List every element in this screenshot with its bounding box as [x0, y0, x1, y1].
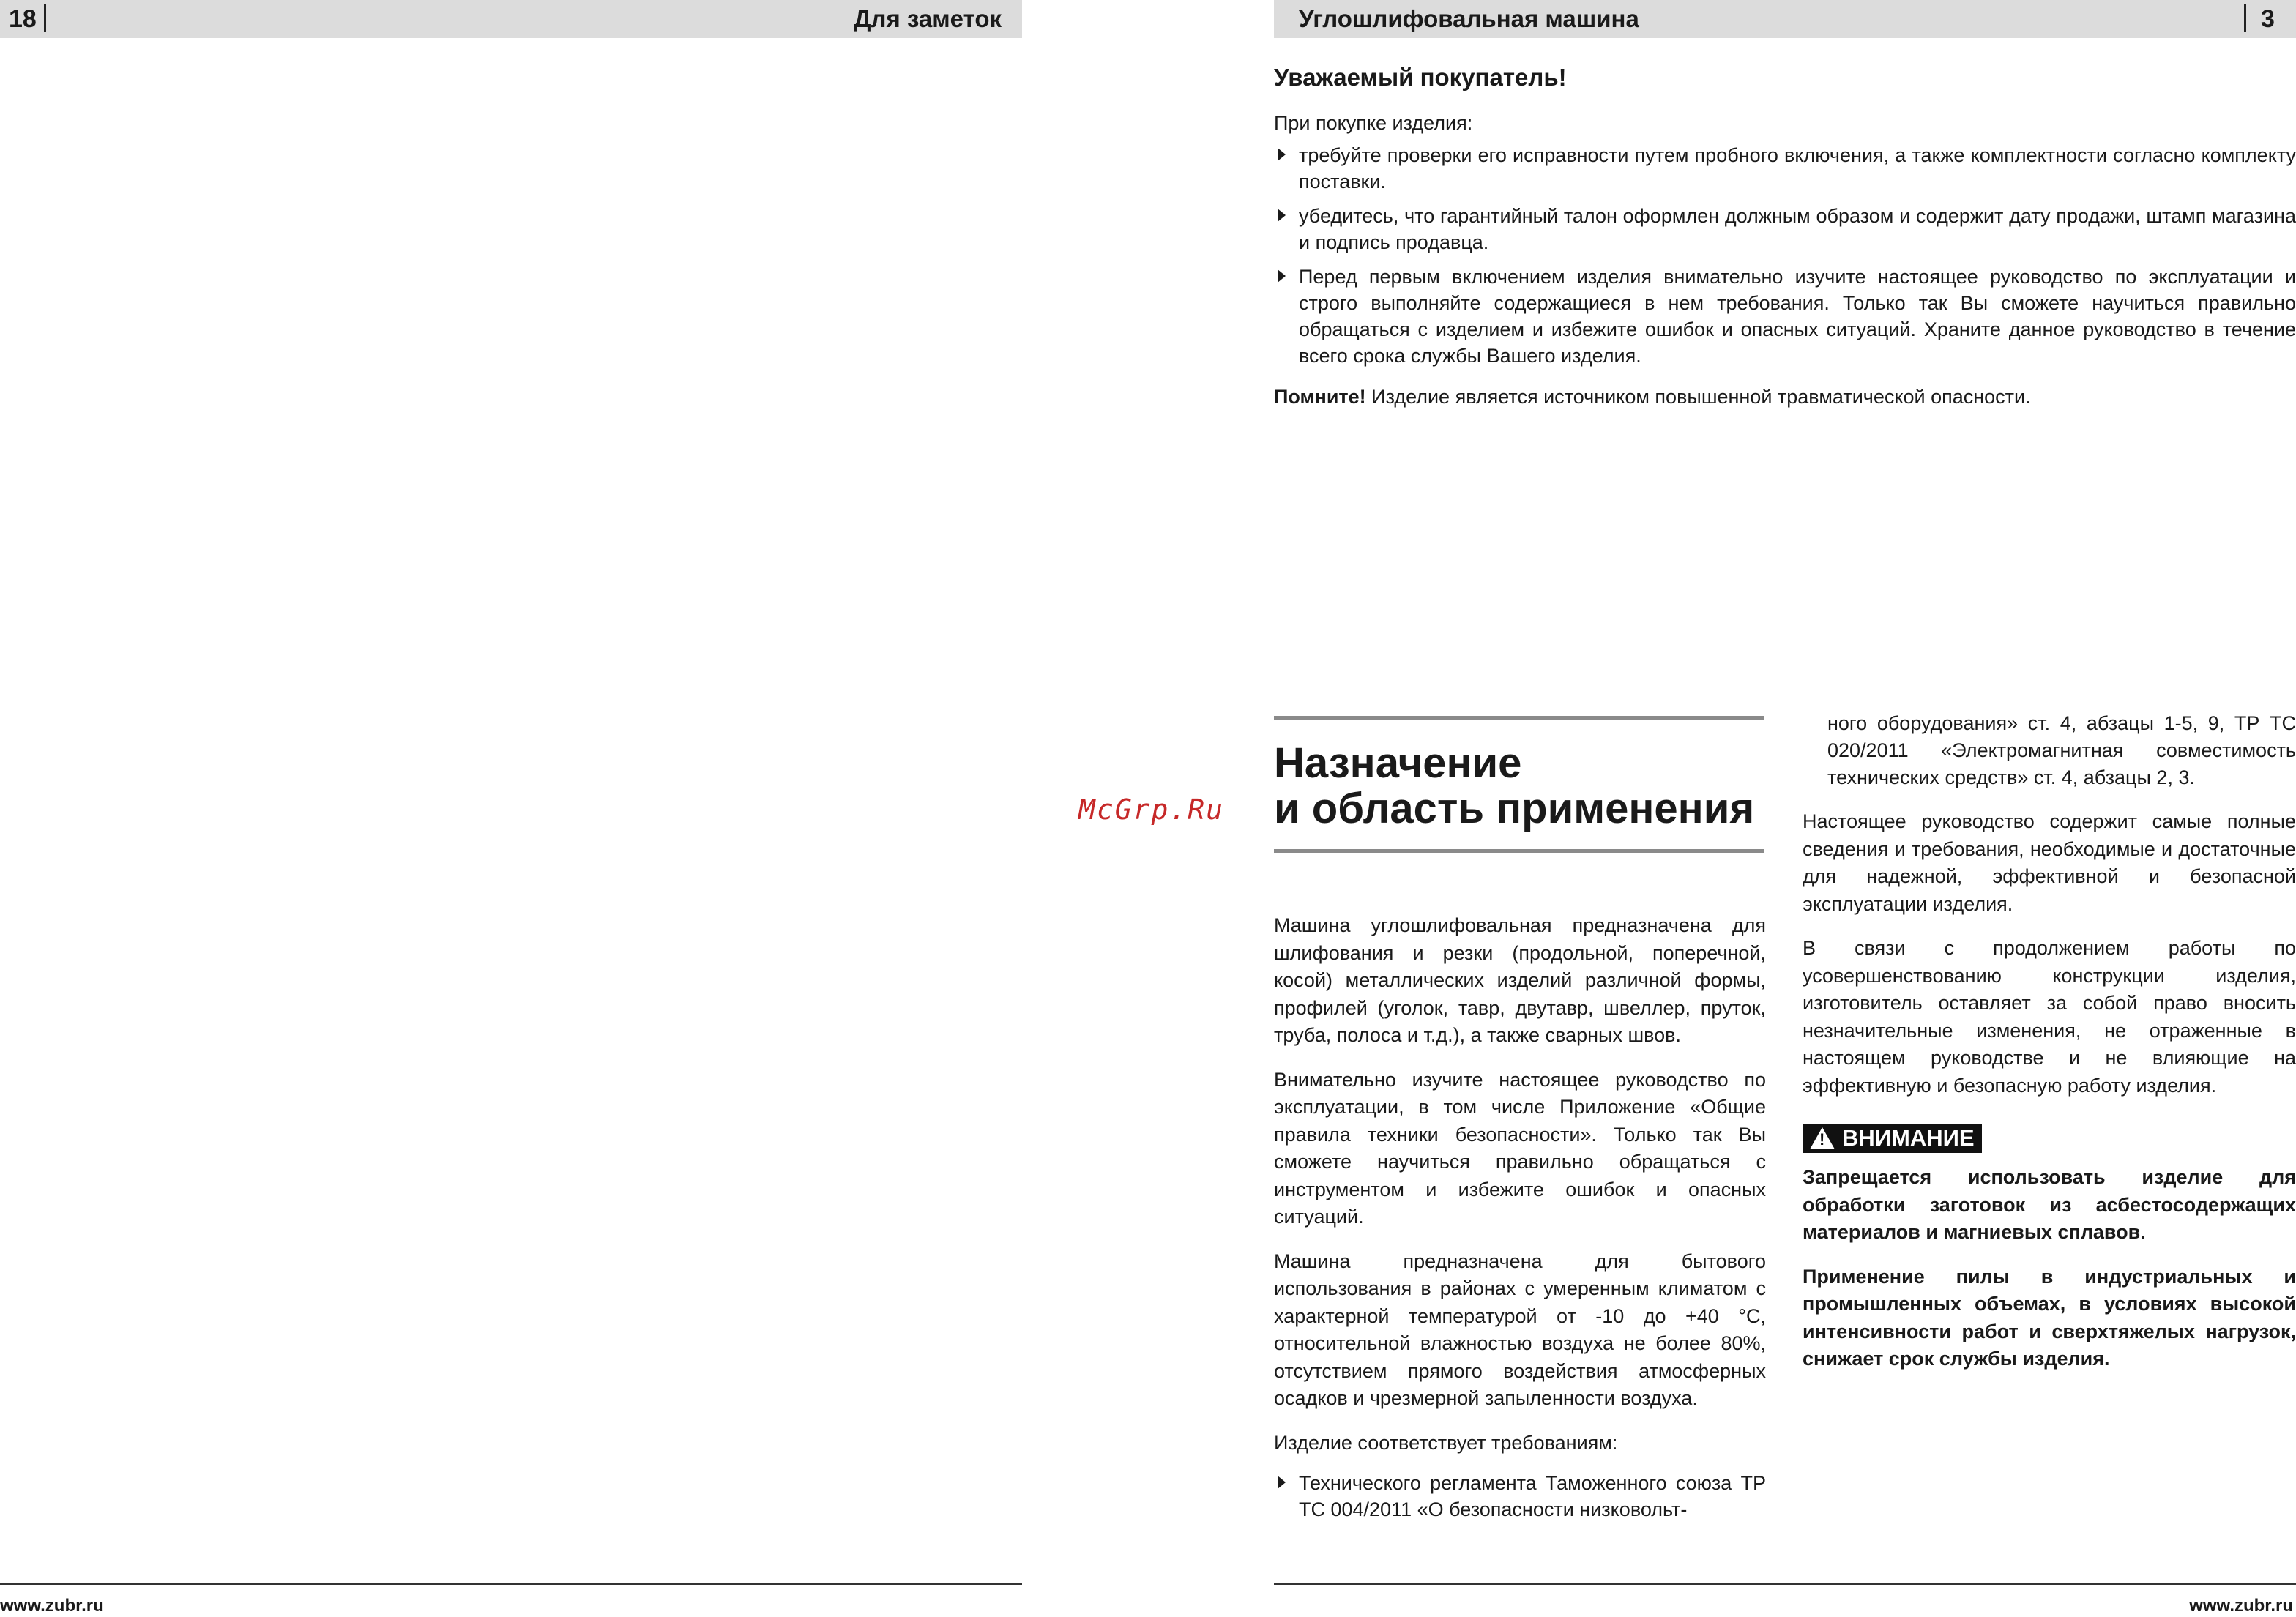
warning-label: ВНИМАНИЕ: [1842, 1125, 1975, 1151]
remember-text: Изделие является источником повышенной травматической опасности.: [1365, 385, 2031, 408]
header-separator: [2244, 4, 2246, 32]
greeting-intro: При покупке изделия:: [1274, 112, 1473, 134]
right-page-number: 3: [2261, 5, 2275, 33]
list-item: Перед первым включением изделия внимательно изучите настоящее руководство по эксплуатации и строго выполняйте содержащиеся в нем требования. Только так Вы сможете научиться правильно обращаться с изделием и избежите ошибок и опасных ситуаций. Храните данное руководство в течение всего срока службы Вашего изделия.: [1274, 264, 2296, 369]
purpose-paragraph: В связи с продолжением работы по усовершенствованию конструкции изделия, изготовитель оставляет за собой право вносить незначительные изменения, не отраженные в настоящем руководстве и не влияющие на эффективную и безопасную работу изделия.: [1803, 937, 2296, 1097]
purpose-paragraph: Машина предназначена для бытового использования в районах с умеренным климатом с характерной температурой от -10 до +40 °С, относительной влажностью воздуха не более 80%, отсутствием прямого воздействия атмосферных осадков и чрезмерной запыленности воздуха.: [1274, 1250, 1766, 1409]
section-rule-bottom: [1274, 849, 1764, 853]
list-item: Технического регламента Таможенного союза ТР ТС 004/2011 «О безопасности низковольт-: [1274, 1470, 1766, 1523]
purpose-right-column: [1803, 710, 2296, 1116]
list-item: убедитесь, что гарантийный талон оформлен должным образом и содержит дату продажи, штамп магазина и подпись продавца.: [1274, 203, 2296, 255]
requirements-continuation: ного оборудования» ст. 4, абзацы 1-5, 9, ТР ТС 020/2011 «Электромагнитная совместимость технических средств» ст. 4, абзацы 2, 3.: [1827, 712, 2296, 788]
right-page-header: [1274, 0, 2296, 38]
watermark: McGrp.Ru: [1078, 793, 1225, 826]
greeting-section: [1274, 61, 2296, 411]
right-footer-url: www.zubr.ru: [2189, 1596, 2293, 1616]
warning-badge: [1803, 1124, 1982, 1153]
triangle-bullet-icon: [1278, 269, 1286, 283]
warning-icon: !: [1810, 1127, 1835, 1149]
triangle-bullet-icon: [1278, 148, 1286, 161]
section-title-line1: Назначение: [1274, 739, 1522, 787]
section-rule-top: [1274, 716, 1764, 720]
warning-text: [1803, 1164, 2296, 1373]
warning-paragraph: Применение пилы в индустриальных и промышленных объемах, в условиях высокой интенсивности работ и сверхтяжелых нагрузок, снижает срок службы изделия.: [1803, 1265, 2296, 1370]
right-page-title: Углошлифовальная машина: [1299, 5, 1639, 32]
purpose-paragraph: Внимательно изучите настоящее руководство по эксплуатации, в том числе Приложение «Общие правила техники безопасности». Только так Вы сможете научиться правильно обращаться с инструментом и избежите ошибок и опасных ситуаций.: [1274, 1068, 1766, 1228]
left-page-title: Для заметок: [854, 5, 1002, 32]
header-separator: [44, 4, 46, 32]
section-title-line2: и область применения: [1274, 785, 1755, 832]
list-item: требуйте проверки его исправности путем пробного включения, а также комплектности согласно комплекту поставки.: [1274, 142, 2296, 195]
remember-note: [1274, 384, 2296, 411]
purpose-paragraph: Машина углошлифовальная предназначена для шлифования и резки (продольной, поперечной, косой) металлических изделий различной формы, профилей (уголок, тавр, двутавр, швеллер, пруток, труба, полоса и т.д.), а также сварных швов.: [1274, 914, 1766, 1046]
greeting-list: [1274, 142, 2296, 369]
purpose-paragraph: Изделие соответствует требованиям:: [1274, 1431, 1618, 1454]
warning-paragraph: Запрещается использовать изделие для обработки заготовок из асбестосодержащих материалов и магниевых сплавов.: [1803, 1166, 2296, 1243]
left-footer-url: www.zubr.ru: [0, 1596, 104, 1616]
purpose-paragraph: Настоящее руководство содержит самые полные сведения и требования, необходимые и достаточные для надежной, эффективной и безопасной эксплуатации изделия.: [1803, 810, 2296, 915]
purpose-left-column: [1274, 912, 1766, 1531]
greeting-title: Уважаемый покупатель!: [1274, 64, 1567, 91]
remember-label: Помните!: [1274, 385, 1366, 408]
right-footer-rule: [1274, 1583, 2296, 1585]
requirements-list: [1274, 1470, 1766, 1523]
left-page-number: 18: [9, 5, 37, 33]
triangle-bullet-icon: [1278, 209, 1286, 222]
section-title: [1274, 741, 1779, 832]
left-footer-rule: [0, 1583, 1022, 1585]
triangle-bullet-icon: [1278, 1476, 1286, 1489]
left-page-header: [0, 0, 1022, 38]
